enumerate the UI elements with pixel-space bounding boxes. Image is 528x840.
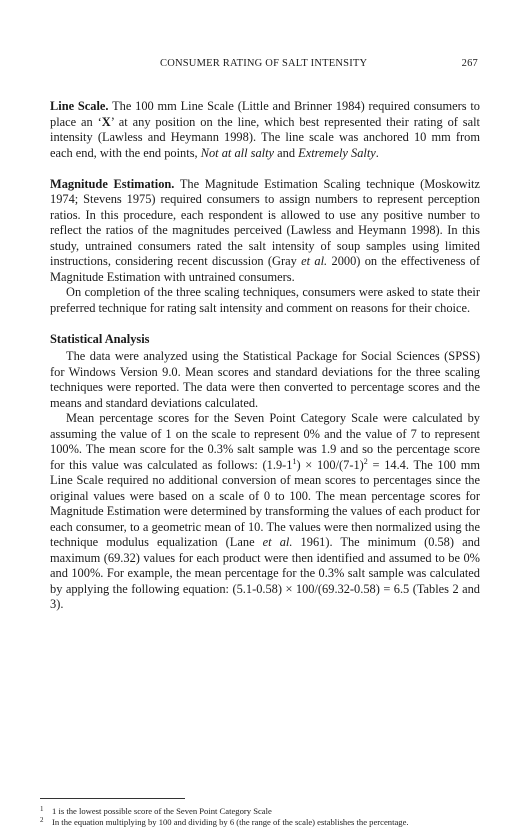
x-mark: X xyxy=(101,114,111,129)
section-heading-statistical-analysis: Statistical Analysis xyxy=(50,331,150,346)
footnote-text: In the equation multiplying by 100 and dividing by 6 (the range of the scale) establishes the percentage. xyxy=(52,817,409,827)
anchor-high: Extremely Salty xyxy=(298,145,376,160)
superscript-1: 1 xyxy=(292,456,297,466)
footnote-mark: 2 xyxy=(40,816,44,824)
magnitude-paragraph: Magnitude Estimation. The Magnitude Estimation Scaling technique (Moskowitz 1974; Stevens 1975) required consumers to assign numbers to represent perception ratios. In this procedure, each respondent is allowed to use any positive number to reflect the ratios of the magnitudes perceived (Lawless and Heymann 1998). In this study, untrained consumers rated the salt intensity of soup samples using limited instructions, considering recent discussion (Gray et al. 2000) on the effectiveness of Magnitude Estimation with untrained consumers. xyxy=(50,176,480,284)
line-scale-heading: Line Scale. xyxy=(50,99,109,113)
footnote xyxy=(40,806,488,817)
running-title: CONSUMER RATING OF SALT INTENSITY xyxy=(160,58,368,69)
footnote-text: 1 is the lowest possible score of the Seven Point Category Scale xyxy=(52,806,272,816)
magnitude-heading: Magnitude Estimation. xyxy=(50,176,175,191)
completion-paragraph: On completion of the three scaling techniques, consumers were asked to state their preferred technique for rating salt intensity and comment on reasons for their choice. xyxy=(50,285,480,315)
footnote-mark: 1 xyxy=(40,805,44,813)
statistical-paragraph-2: Mean percentage scores for the Seven Point Category Scale were calculated by assuming the value of 1 on the scale to represent 0% and the value of 7 to represent 100%. The mean score for the 0.3% salt sample was 1.9 and so the percentage score for this value was calculated as follows: $(1.9-1^1) \times 100/(7-1)^2 = 14.4$. The 100 mm Line Scale required no additional conversion of mean scores to percentages since the original values were based on a scale of 0 to 100. The mean percentage scores for Magnitude Estimation were determined by transforming the values of each product for each consumer, to a geometric mean of 10. The values were then normalized using the technique modulus equalization (Lane et al. 1961). The minimum (0.58) and maximum (69.32) values for each product were then identified and assumed to be 0% and 100%. For example, the mean percentage for the 0.3% salt sample was calculated by applying the following equation: (5.1-0.58) × 100/(69.32-0.58) = 6.5 (Tables 2 and 3). xyxy=(50,411,480,611)
body-text xyxy=(50,99,480,613)
statistical-paragraph-1: The data were analyzed using the Statistical Package for Social Sciences (SPSS) for Windows Version 9.0. Mean scores and standard deviations for the three scaling techniques were reported. The data were then converted to percentage scores and the means and standard deviations calculated. xyxy=(50,349,480,410)
anchor-low: Not at all salty xyxy=(200,145,275,160)
footnote xyxy=(40,817,488,828)
superscript-2: 2 xyxy=(363,456,368,466)
footnotes xyxy=(40,806,488,828)
page-number: 267 xyxy=(461,58,478,69)
footnote-divider xyxy=(40,798,185,799)
et-al: et al. xyxy=(262,535,293,549)
line-scale-paragraph: Line Scale. The 100 mm Line Scale (Little and Brinner 1984) required consumers to place an ‘X’ at any position on the line, which best represented their rating of salt intensity (Lawless and Heymann 1998). The line scale was anchored 10 mm from each end, with the end points, Not at all salty and Extremely Salty. xyxy=(50,99,481,160)
page-header xyxy=(0,58,528,72)
et-al: et al. xyxy=(301,254,328,268)
